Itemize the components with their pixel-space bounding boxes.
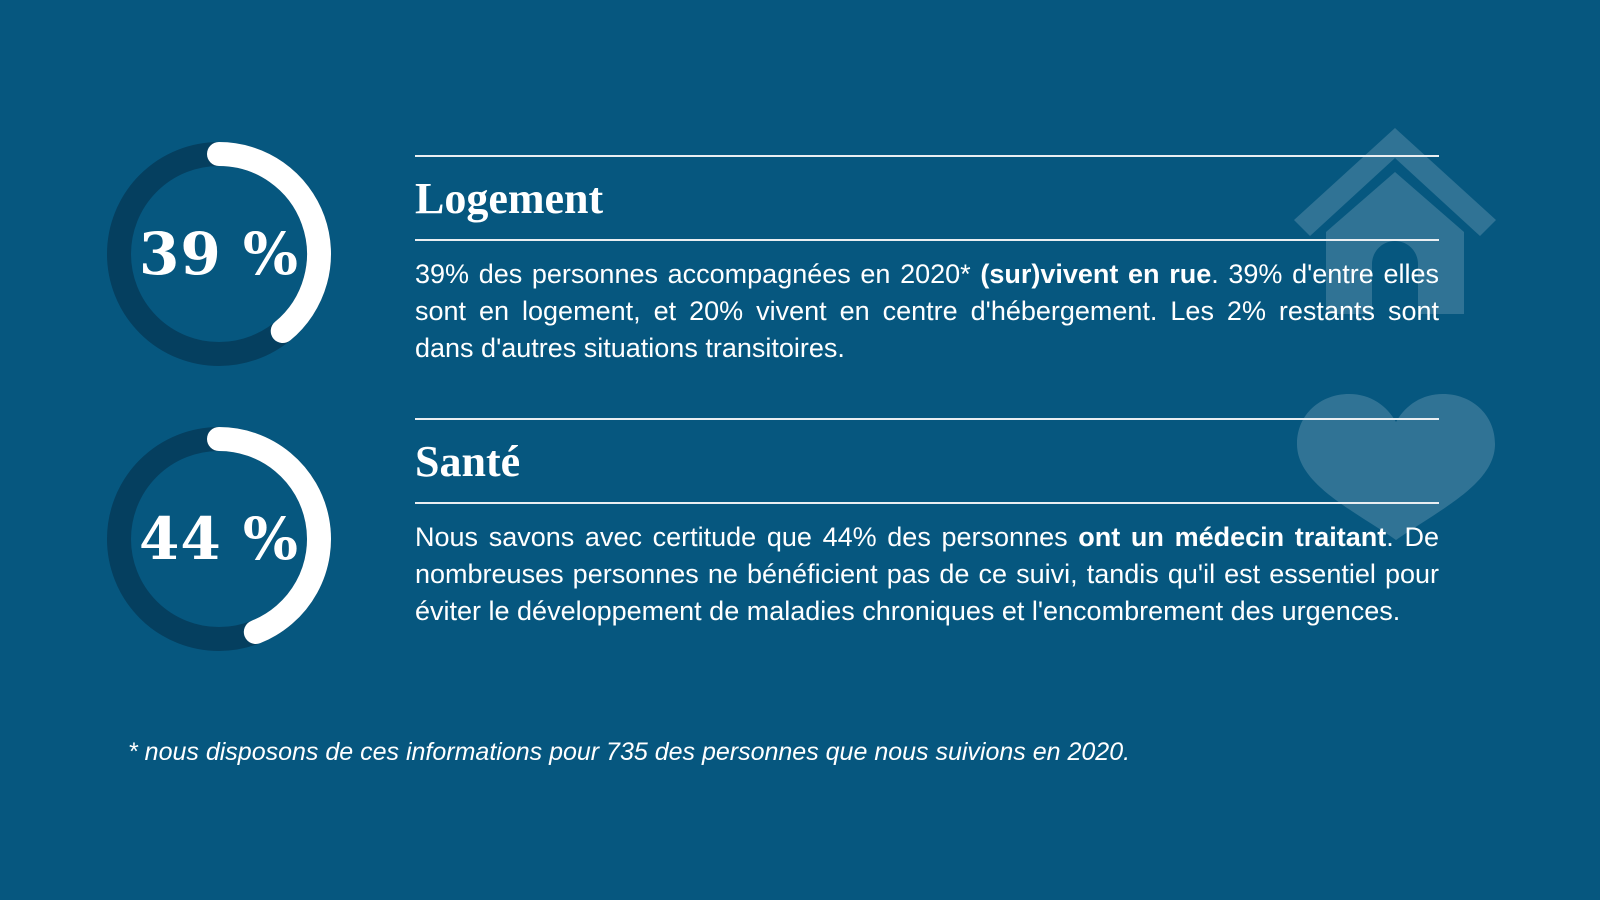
section-title: Santé — [415, 437, 521, 486]
description-text: Nous savons avec certitude que 44% des personnes — [415, 522, 1079, 552]
bottom-divider — [415, 239, 1439, 241]
logement-percentage-value: 39 % — [138, 220, 300, 288]
description-highlight: ont un médecin traitant — [1078, 522, 1387, 552]
description-text: 39% des personnes accompagnées en 2020* — [415, 259, 981, 289]
description-text-end: . 39% d'entre elles sont en logement, et 20% vivent en centre d'hébergement. Les 2% restants sont dans d'autres situations transitoires. — [415, 259, 1439, 363]
section-title: Logement — [415, 174, 604, 223]
logement-percentage-ring — [104, 139, 334, 369]
sante-section — [415, 418, 1439, 630]
description-text-end: . De nombreuses personnes ne bénéficient pas de ce suivi, tandis qu'il est essentiel pour éviter le développement de maladies chroniques et l'encombrement des urgences. — [415, 522, 1439, 626]
footnote: * nous disposons de ces informations pour 735 des personnes que nous suivions en 2020. — [128, 738, 1131, 766]
section-description — [415, 519, 1439, 630]
sante-percentage-ring — [104, 424, 334, 654]
sante-percentage-value: 44 % — [138, 505, 300, 573]
section-description — [415, 256, 1439, 367]
logement-section — [415, 155, 1439, 367]
bottom-divider — [415, 502, 1439, 504]
description-highlight: (sur)vivent en rue — [980, 259, 1212, 289]
